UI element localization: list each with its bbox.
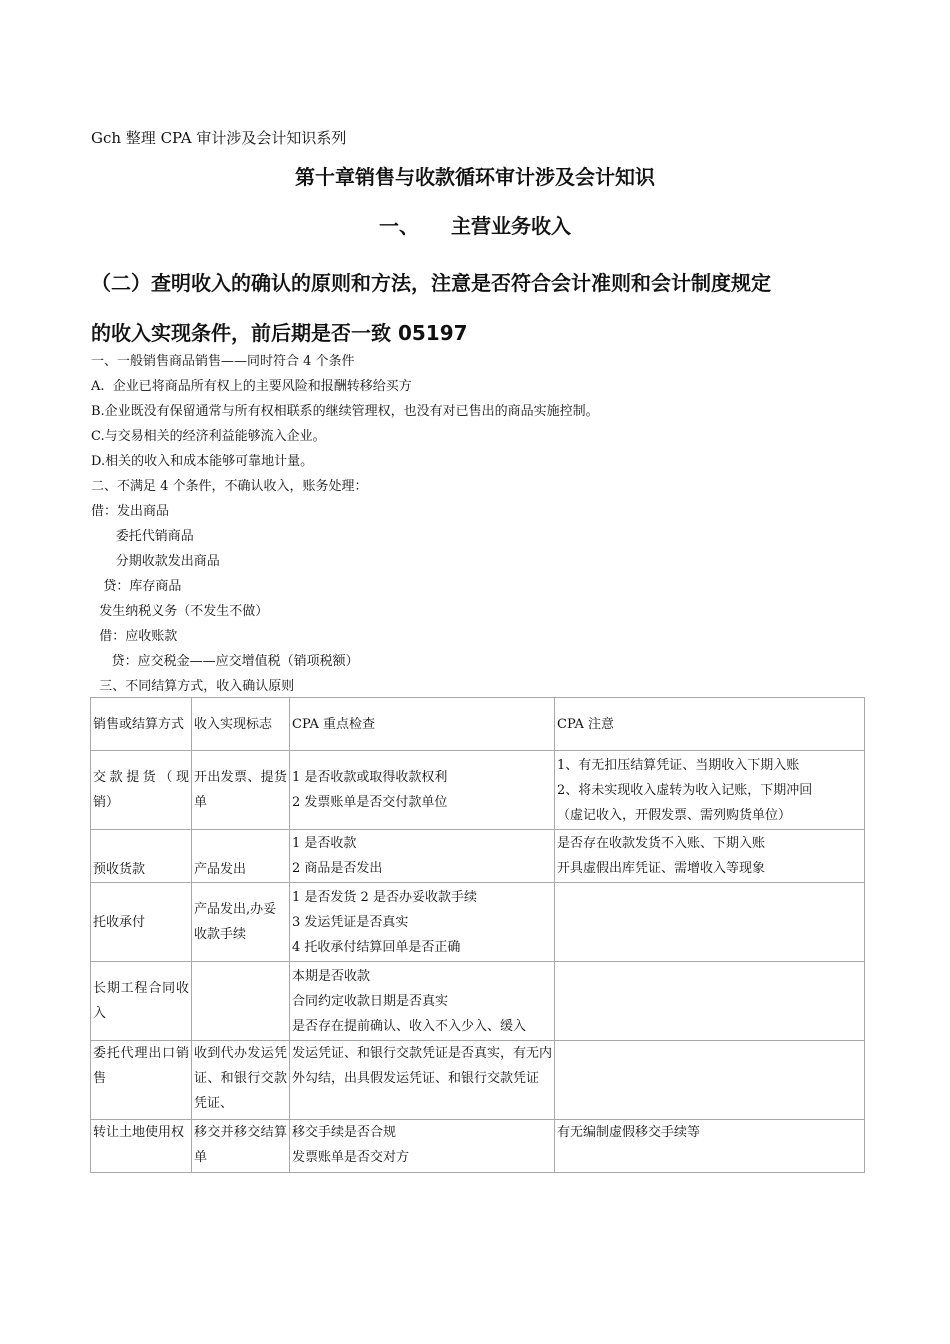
body-line: 二、不满足 4 个条件，不确认收入，账务处理： <box>91 479 368 494</box>
cell-note <box>555 830 865 883</box>
note-line: 有无编制虚假移交手续等 <box>557 1125 701 1140</box>
body-line: 三、不同结算方式，收入确认原则 <box>91 679 295 694</box>
cell-sign <box>192 962 290 1041</box>
body-line: 借：应收账款 <box>91 629 178 644</box>
body-line: A. 企业已将商品所有权上的主要风险和报酬转移给买方 <box>91 379 412 394</box>
body-line: 贷：应交税金——应交增值税（销项税额） <box>91 654 359 669</box>
table-header-row <box>91 698 865 751</box>
note-line: 2、将未实现收入虚转为收入记账，下期冲回 <box>557 782 813 798</box>
check-line: 本期是否收款 <box>292 968 371 984</box>
cell-check: 发运凭证、和银行交款凭证是否真实，有无内外勾结，出具假发运凭证、和银行交款凭证 <box>290 1041 555 1120</box>
section-title: 主营业务收入 <box>451 214 571 238</box>
subsection-heading <box>91 258 866 358</box>
header-note: CPA 注意 <box>555 698 865 751</box>
check-line: 合同约定收款日期是否真实 <box>292 993 449 1009</box>
subsection-line-1: （二）查明收入的确认的原则和方法，注意是否符合会计准则和会计制度规定 <box>91 271 771 295</box>
header-sign: 收入实现标志 <box>192 698 290 751</box>
cell-check <box>290 751 555 830</box>
body-line: 分期收款发出商品 <box>91 554 220 569</box>
table-row <box>91 883 865 962</box>
header-check: CPA 重点检查 <box>290 698 555 751</box>
table-row <box>91 1041 865 1120</box>
body-line: D.相关的收入和成本能够可靠地计量。 <box>91 454 314 469</box>
cell-method: 交款提货（现销） <box>91 751 192 830</box>
series-title: Gch 整理 CPA 审计涉及会计知识系列 <box>91 129 347 147</box>
cell-method: 长期工程合同收入 <box>91 962 192 1041</box>
table-row <box>91 830 865 883</box>
cell-note <box>555 751 865 830</box>
note-line: （虚记收入，开假发票、需列购货单位） <box>557 807 792 823</box>
check-line: 1 是否收款 <box>292 836 357 851</box>
note-line: 是否存在收款发货不入账、下期入账 <box>557 836 766 851</box>
body-line: 一、一般销售商品销售——同时符合 4 个条件 <box>91 354 355 369</box>
cell-method: 转让土地使用权 <box>91 1120 192 1173</box>
cell-check <box>290 883 555 962</box>
check-line: 3 发运凭证是否真实 <box>292 914 409 930</box>
section-number: 一、 <box>379 214 419 238</box>
check-line: 移交手续是否合规 <box>292 1125 397 1140</box>
cell-sign: 开出发票、提货单 <box>192 751 290 830</box>
note-line: 开具虚假出库凭证、需增收入等现象 <box>557 861 766 876</box>
check-line: 2 发票账单是否交付款单位 <box>292 795 448 810</box>
check-line: 2 商品是否发出 <box>292 861 383 876</box>
body-line: B.企业既没有保留通常与所有权相联系的继续管理权，也没有对已售出的商品实施控制。 <box>91 404 599 419</box>
note-line: 1、有无扣压结算凭证、当期收入下期入账 <box>557 757 800 773</box>
cell-sign: 收到代办发运凭证、和银行交款凭证、 <box>192 1041 290 1120</box>
settlement-table <box>90 697 865 1173</box>
cell-sign: 产品发出 <box>192 830 290 883</box>
cell-sign: 产品发出,办妥收款手续 <box>192 883 290 962</box>
check-line: 是否存在提前确认、收入不入少入、缓入 <box>292 1018 527 1034</box>
body-line: C.与交易相关的经济利益能够流入企业。 <box>91 429 326 444</box>
header-method: 销售或结算方式 <box>91 698 192 751</box>
check-line: 1 是否发货 2 是否办妥收款手续 <box>292 889 477 905</box>
cell-sign: 移交并移交结算单 <box>192 1120 290 1173</box>
body-text <box>91 349 871 699</box>
cell-note <box>555 1041 865 1120</box>
body-line: 贷：库存商品 <box>91 579 182 594</box>
cell-method: 托收承付 <box>91 883 192 962</box>
table-row <box>91 962 865 1041</box>
cell-note <box>555 883 865 962</box>
cell-check <box>290 962 555 1041</box>
table-row <box>91 751 865 830</box>
section-heading <box>0 213 950 239</box>
table-row <box>91 1120 865 1173</box>
body-line: 委托代销商品 <box>91 529 194 544</box>
check-line: 1 是否收款或取得收款权利 <box>292 770 448 785</box>
cell-method: 委托代理出口销售 <box>91 1041 192 1120</box>
body-line: 发生纳税义务（不发生不做） <box>91 604 269 619</box>
chapter-title: 第十章销售与收款循环审计涉及会计知识 <box>295 165 655 189</box>
check-line: 发票账单是否交对方 <box>292 1150 410 1165</box>
subsection-line-2: 的收入实现条件，前后期是否一致 05197 <box>91 321 468 345</box>
cell-note <box>555 962 865 1041</box>
body-line: 借：发出商品 <box>91 504 170 519</box>
cell-check <box>290 1120 555 1173</box>
cell-method: 预收货款 <box>91 830 192 883</box>
cell-check <box>290 830 555 883</box>
cell-note <box>555 1120 865 1173</box>
check-line: 4 托收承付结算回单是否正确 <box>292 939 461 955</box>
